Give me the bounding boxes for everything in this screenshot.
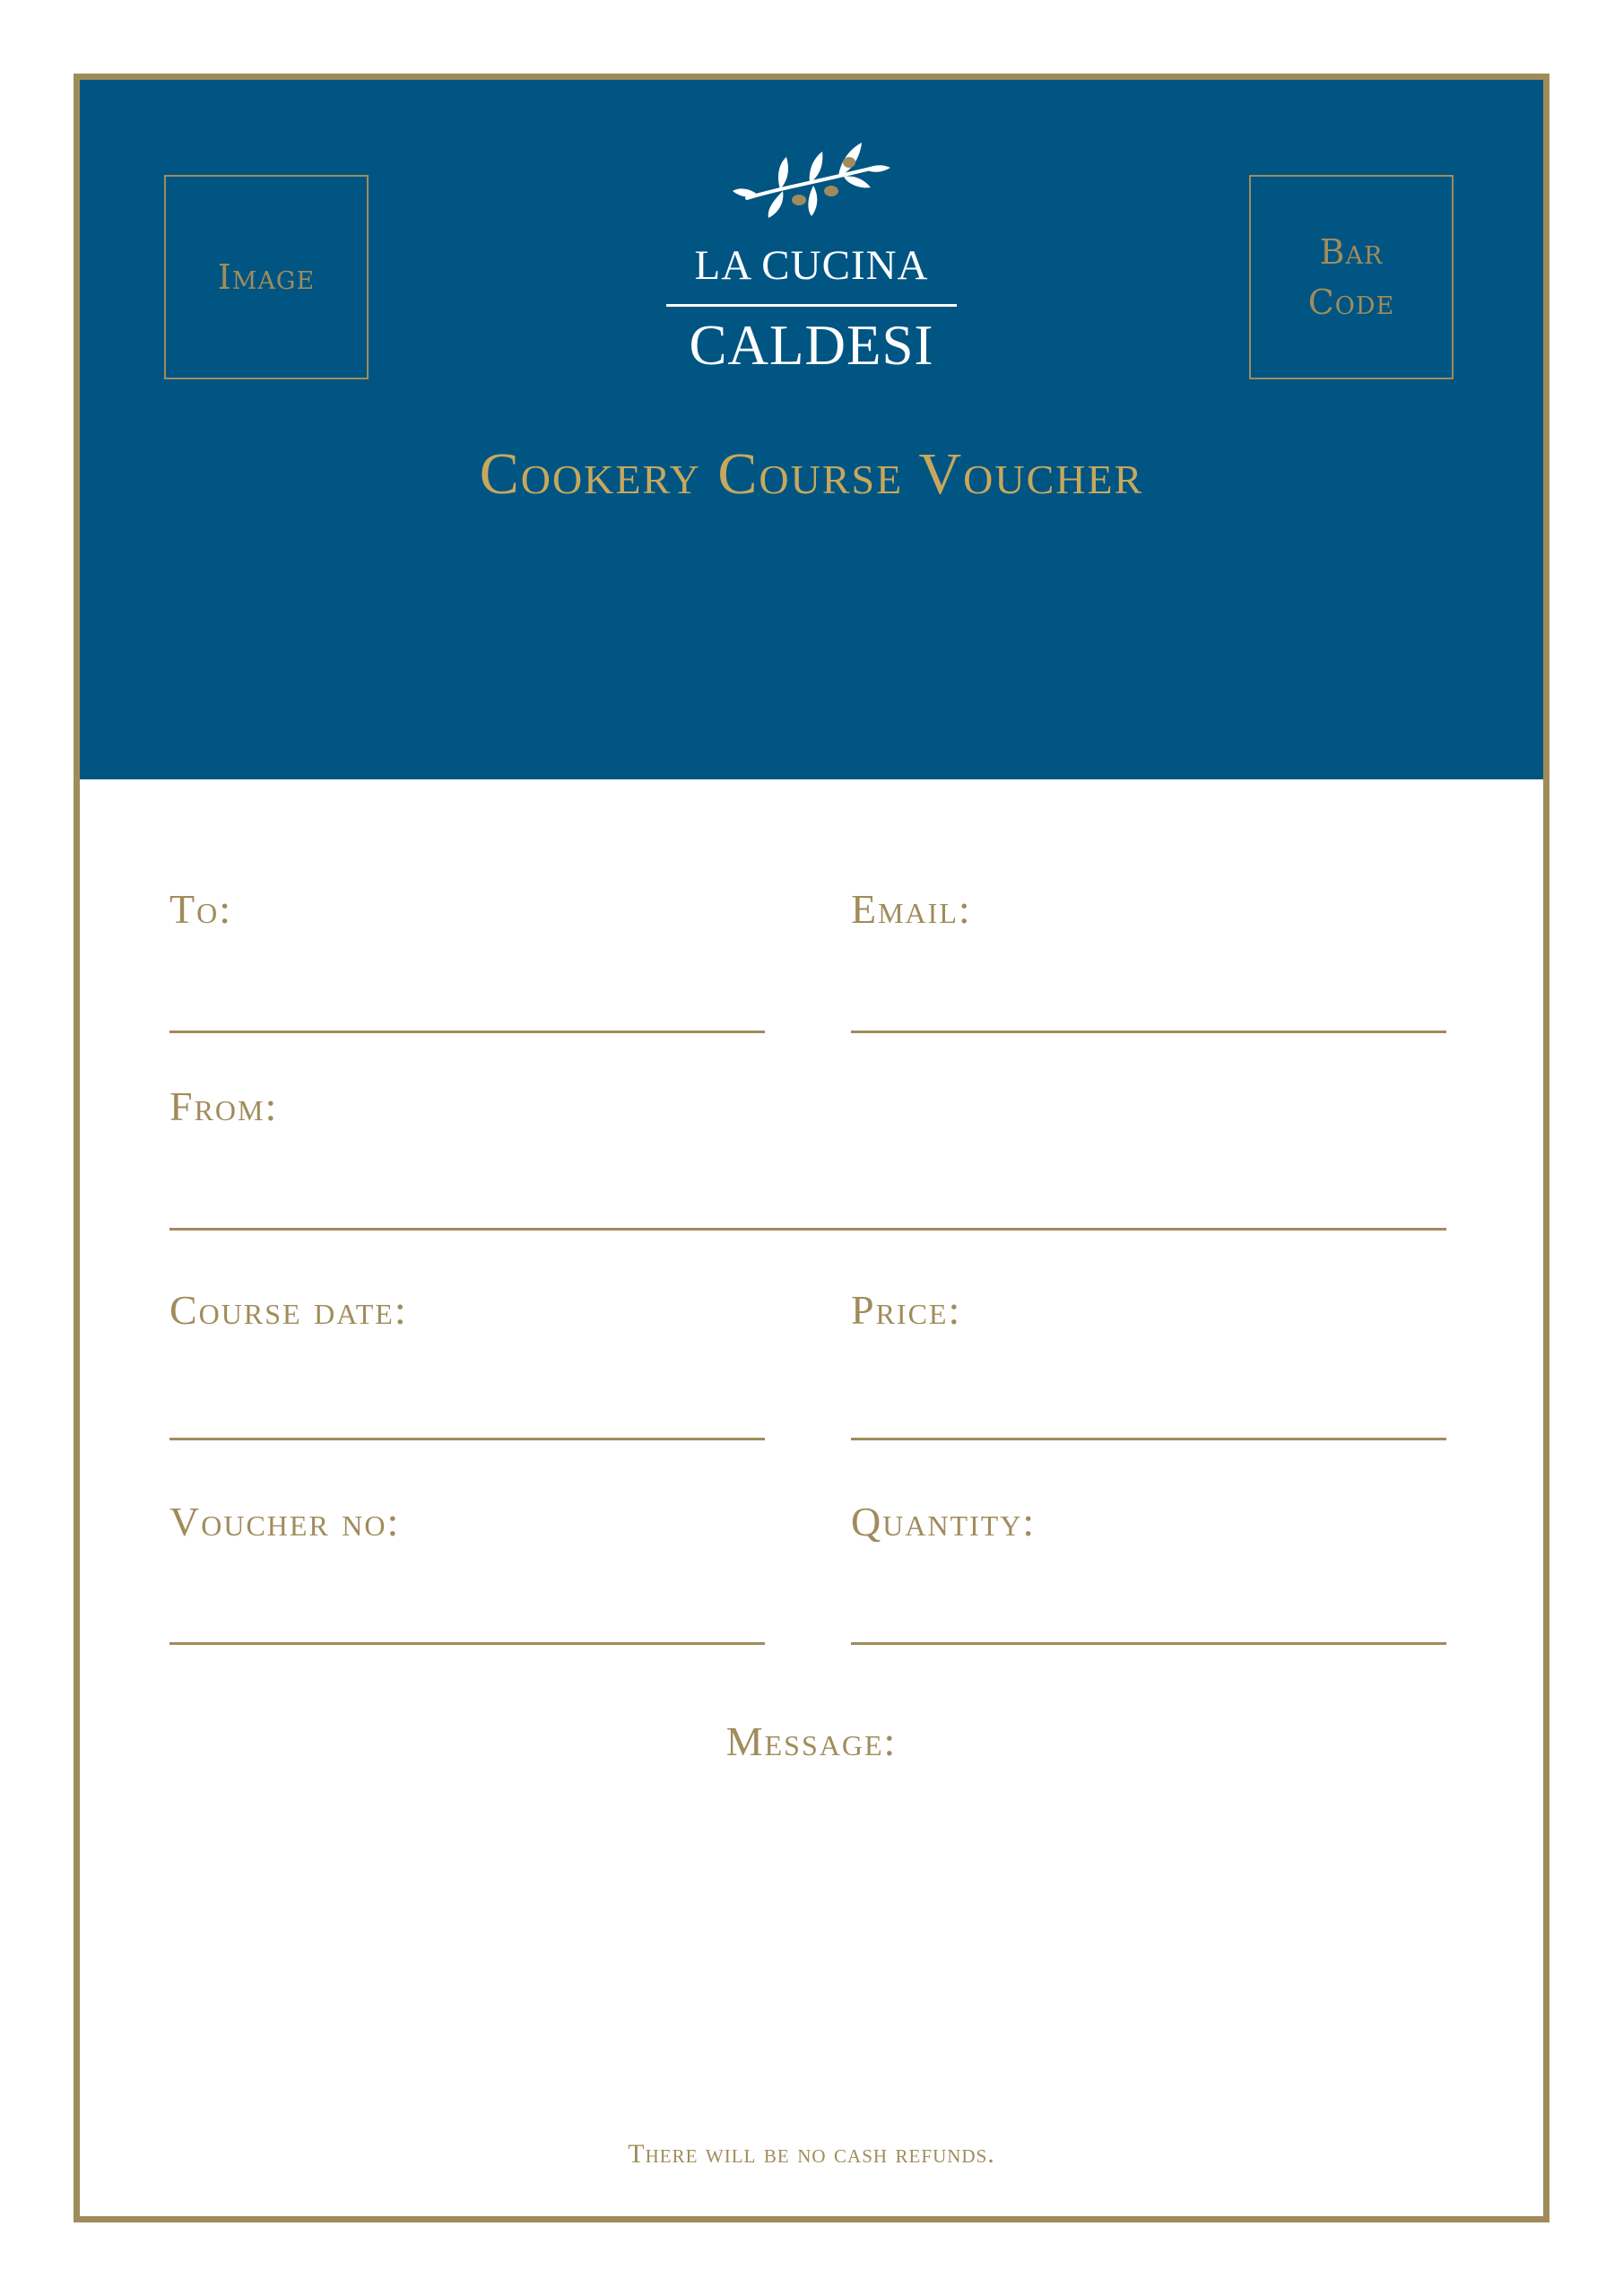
- course-date-label: Course date:: [169, 1287, 408, 1333]
- voucher-header: [80, 80, 1543, 779]
- logo-line-2: CALDESI: [689, 314, 934, 377]
- logo-divider: [666, 304, 957, 307]
- refund-note: There will be no cash refunds.: [628, 2139, 995, 2169]
- email-label: Email:: [851, 886, 972, 932]
- brand-logo: [621, 134, 1002, 385]
- logo-line-1: LA CUCINA: [694, 242, 929, 289]
- message-label: Message:: [725, 1718, 898, 1764]
- barcode-placeholder-line-1: Bar: [1319, 232, 1384, 272]
- to-field[interactable]: [169, 1031, 765, 1033]
- voucher-card: [74, 74, 1549, 2222]
- image-placeholder: [164, 175, 369, 379]
- from-field[interactable]: [169, 1228, 1446, 1231]
- voucher-title: Cookery Course Voucher: [479, 441, 1144, 507]
- olive-branch-icon: [731, 134, 892, 232]
- price-field[interactable]: [851, 1438, 1446, 1440]
- email-field[interactable]: [851, 1031, 1446, 1033]
- quantity-label: Quantity:: [851, 1499, 1037, 1544]
- quantity-field[interactable]: [851, 1642, 1446, 1645]
- to-label: To:: [169, 886, 232, 932]
- course-date-field[interactable]: [169, 1438, 765, 1440]
- from-label: From:: [169, 1083, 279, 1129]
- price-label: Price:: [851, 1287, 962, 1333]
- voucher-no-field[interactable]: [169, 1642, 765, 1645]
- image-placeholder-label: Image: [217, 257, 316, 297]
- barcode-placeholder-line-2: Code: [1307, 283, 1395, 322]
- voucher-no-label: Voucher no:: [169, 1499, 401, 1544]
- barcode-placeholder: [1249, 175, 1454, 379]
